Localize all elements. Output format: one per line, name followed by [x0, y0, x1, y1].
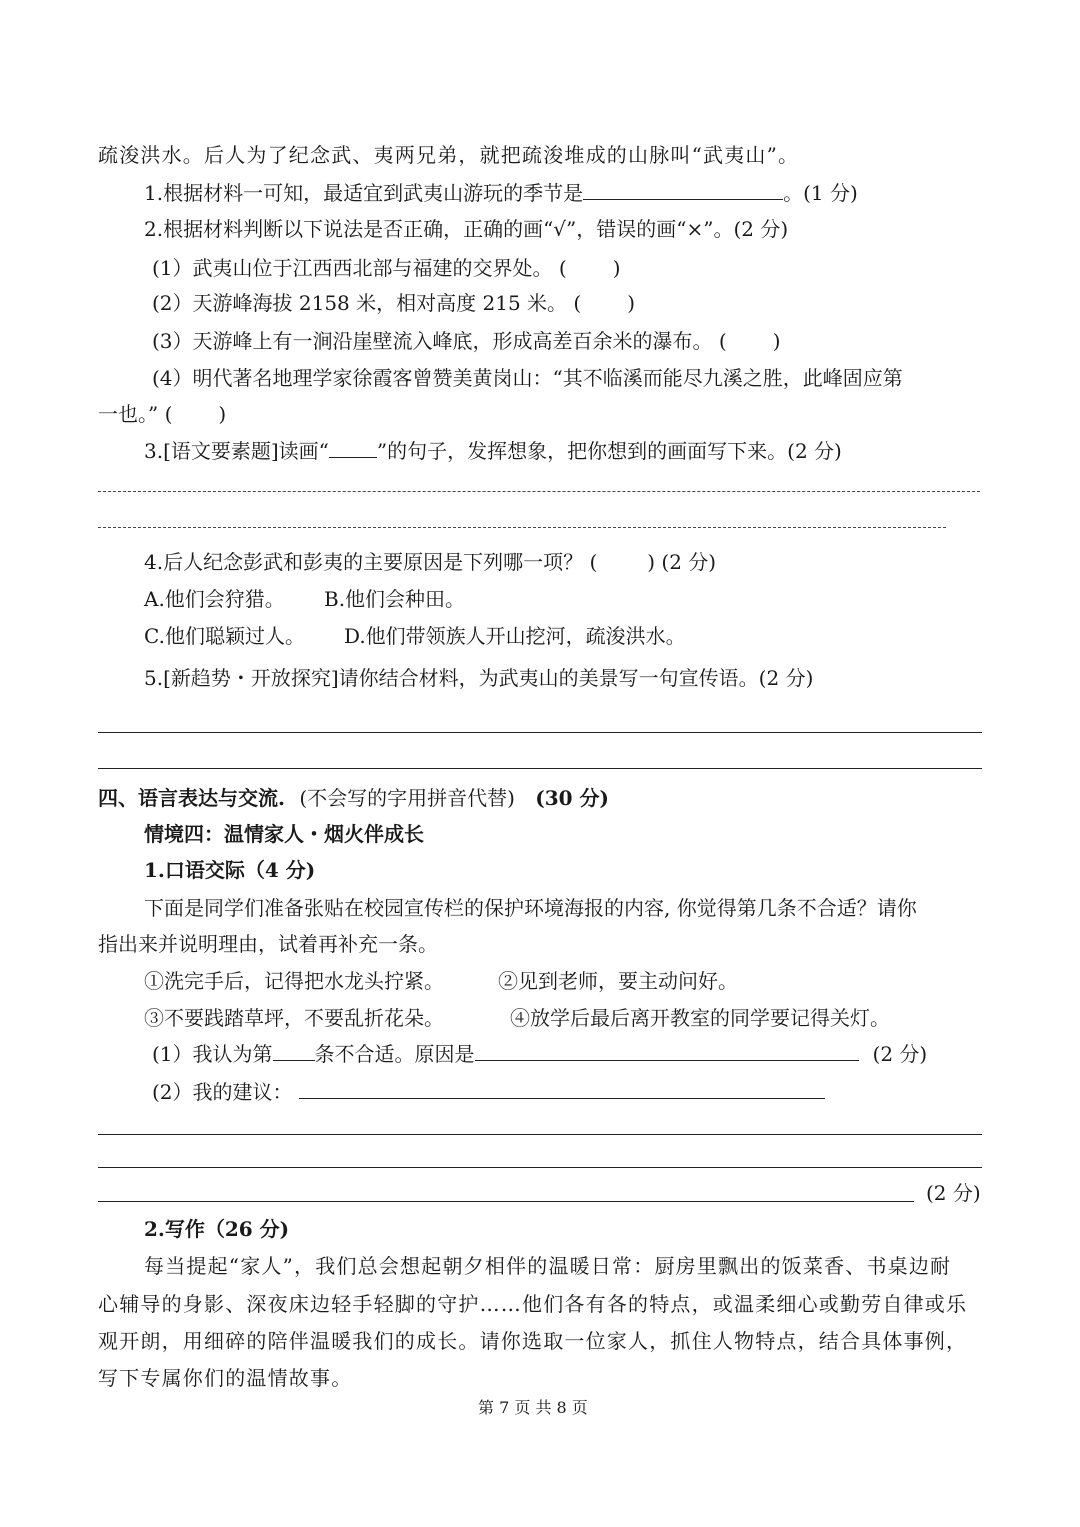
section-4-title: 四、语言表达与交流.: [98, 786, 285, 810]
question-3-text-b: ”的句子，发挥想象，把你想到的画面写下来。(2 分): [376, 439, 842, 463]
question-2: 2.根据材料判断以下说法是否正确，正确的画“√”，错误的画“×”。(2 分): [144, 217, 789, 241]
question-1: [144, 181, 858, 206]
oral-end-score: (2 分): [926, 1181, 981, 1205]
poster-item-1: ①洗完手后，记得把水龙头拧紧。: [144, 969, 444, 993]
paren-close: ): [627, 291, 636, 315]
paren-close: ): [218, 402, 227, 426]
question-2-item-4: (4）明代著名地理学家徐霞客曾赞美黄岗山：“其不临溪而能尽九溪之胜，此峰固应第: [152, 366, 903, 390]
writing-prompt-2: 心辅导的身影、深夜床边轻手轻脚的守护……他们各有各的特点，或温柔细心或勤劳自律或乐: [98, 1292, 968, 1316]
oral-prompt-1: 下面是同学们准备张贴在校园宣传栏的保护环境海报的内容, 你觉得第几条不合适？请你: [144, 896, 917, 920]
question-3-text-a: 3.[语文要素题]读画“: [144, 439, 329, 463]
page-footer: 第 7 页 共 8 页: [478, 1398, 588, 1417]
question-2-item-2-text: (2）天游峰海拔 2158 米，相对高度 215 米。 (: [152, 291, 582, 315]
question-4: [144, 550, 716, 575]
option-c: C.他们聪颖过人。: [144, 624, 305, 648]
answer-line-6c[interactable]: [98, 1201, 914, 1202]
option-a: A.他们会狩猎。: [144, 587, 285, 611]
section-4-heading: [98, 786, 609, 811]
writing-prompt-4: 写下专属你们的温情故事。: [98, 1366, 353, 1390]
question-2-item-2: [152, 291, 635, 316]
question-2-item-4-cont-text: 一也。” (: [98, 402, 173, 426]
oral-sub-1-score: (2 分): [872, 1042, 928, 1066]
question-3: [144, 439, 842, 464]
oral-sub-1: [152, 1042, 927, 1067]
answer-blank-number[interactable]: [273, 1059, 315, 1061]
oral-sub-1-text-a: (1）我认为第: [152, 1042, 273, 1066]
material-text-tail: 疏浚洪水。后人为了纪念武、夷两兄弟，就把疏浚堆成的山脉叫“武夷山”。: [98, 143, 800, 167]
poster-item-3: ③不要践踏草坪，不要乱折花朵。: [144, 1006, 444, 1030]
oral-sub-2-text: (2）我的建议：: [152, 1080, 293, 1104]
writing-prompt-1: 每当提起“家人”，我们总会想起朝夕相伴的温暖日常：厨房里飘出的饭菜香、书桌边耐: [144, 1254, 952, 1278]
answer-line-3a[interactable]: [98, 491, 980, 492]
answer-line-5b[interactable]: [98, 768, 982, 769]
answer-line-6b[interactable]: [98, 1167, 982, 1168]
question-5: 5.[新趋势・开放探究]请你结合材料，为武夷山的美景写一句宣传语。(2 分): [144, 666, 814, 690]
option-d: D.他们带领族人开山挖河，疏浚洪水。: [344, 624, 686, 648]
question-1-text: 1.根据材料一可知，最适宜到武夷山游玩的季节是: [144, 181, 584, 205]
question-2-item-1: [152, 256, 621, 281]
oral-sub-2: [152, 1080, 825, 1105]
section-4-note: (不会写的字用拼音代替): [299, 786, 515, 810]
oral-title: 1.口语交际（4 分): [144, 858, 316, 882]
paren-close: ): [612, 256, 621, 280]
underline-mark: [329, 456, 377, 458]
answer-line-3b[interactable]: [98, 527, 946, 528]
oral-sub-1-text-b: 条不合适。原因是: [314, 1042, 475, 1066]
oral-prompt-2: 指出来并说明理由，试着再补充一条。: [98, 932, 438, 956]
poster-item-4: ④放学后最后离开教室的同学要记得关灯。: [510, 1006, 890, 1030]
writing-title: 2.写作（26 分): [144, 1217, 290, 1241]
answer-blank-1[interactable]: [583, 198, 783, 200]
context-title: 情境四：温情家人・烟火伴成长: [144, 822, 424, 846]
question-2-item-4-cont: [98, 402, 226, 427]
question-1-score: 。(1 分): [783, 181, 858, 205]
answer-line-6a[interactable]: [98, 1134, 982, 1135]
answer-line-5a[interactable]: [98, 732, 982, 733]
question-2-item-3-text: (3）天游峰上有一涧沿崖壁流入峰底，形成高差百余米的瀑布。 (: [152, 329, 727, 353]
question-2-item-1-text: (1）武夷山位于江西西北部与福建的交界处。 (: [152, 256, 567, 280]
section-4-score: (30 分): [535, 786, 610, 810]
answer-blank-suggestion[interactable]: [299, 1097, 825, 1099]
answer-blank-reason[interactable]: [475, 1059, 859, 1061]
question-4-score: ) (2 分): [647, 550, 717, 574]
paren-close: ): [772, 329, 781, 353]
poster-item-2: ②见到老师，要主动问好。: [498, 969, 738, 993]
question-2-item-3: [152, 329, 781, 354]
option-b: B.他们会种田。: [324, 587, 466, 611]
question-4-text: 4.后人纪念彭武和彭夷的主要原因是下列哪一项？ (: [144, 550, 598, 574]
writing-prompt-3: 观开朗，用细碎的陪伴温暖我们的成长。请你选取一位家人，抓住人物特点，结合具体事例，: [98, 1329, 968, 1353]
